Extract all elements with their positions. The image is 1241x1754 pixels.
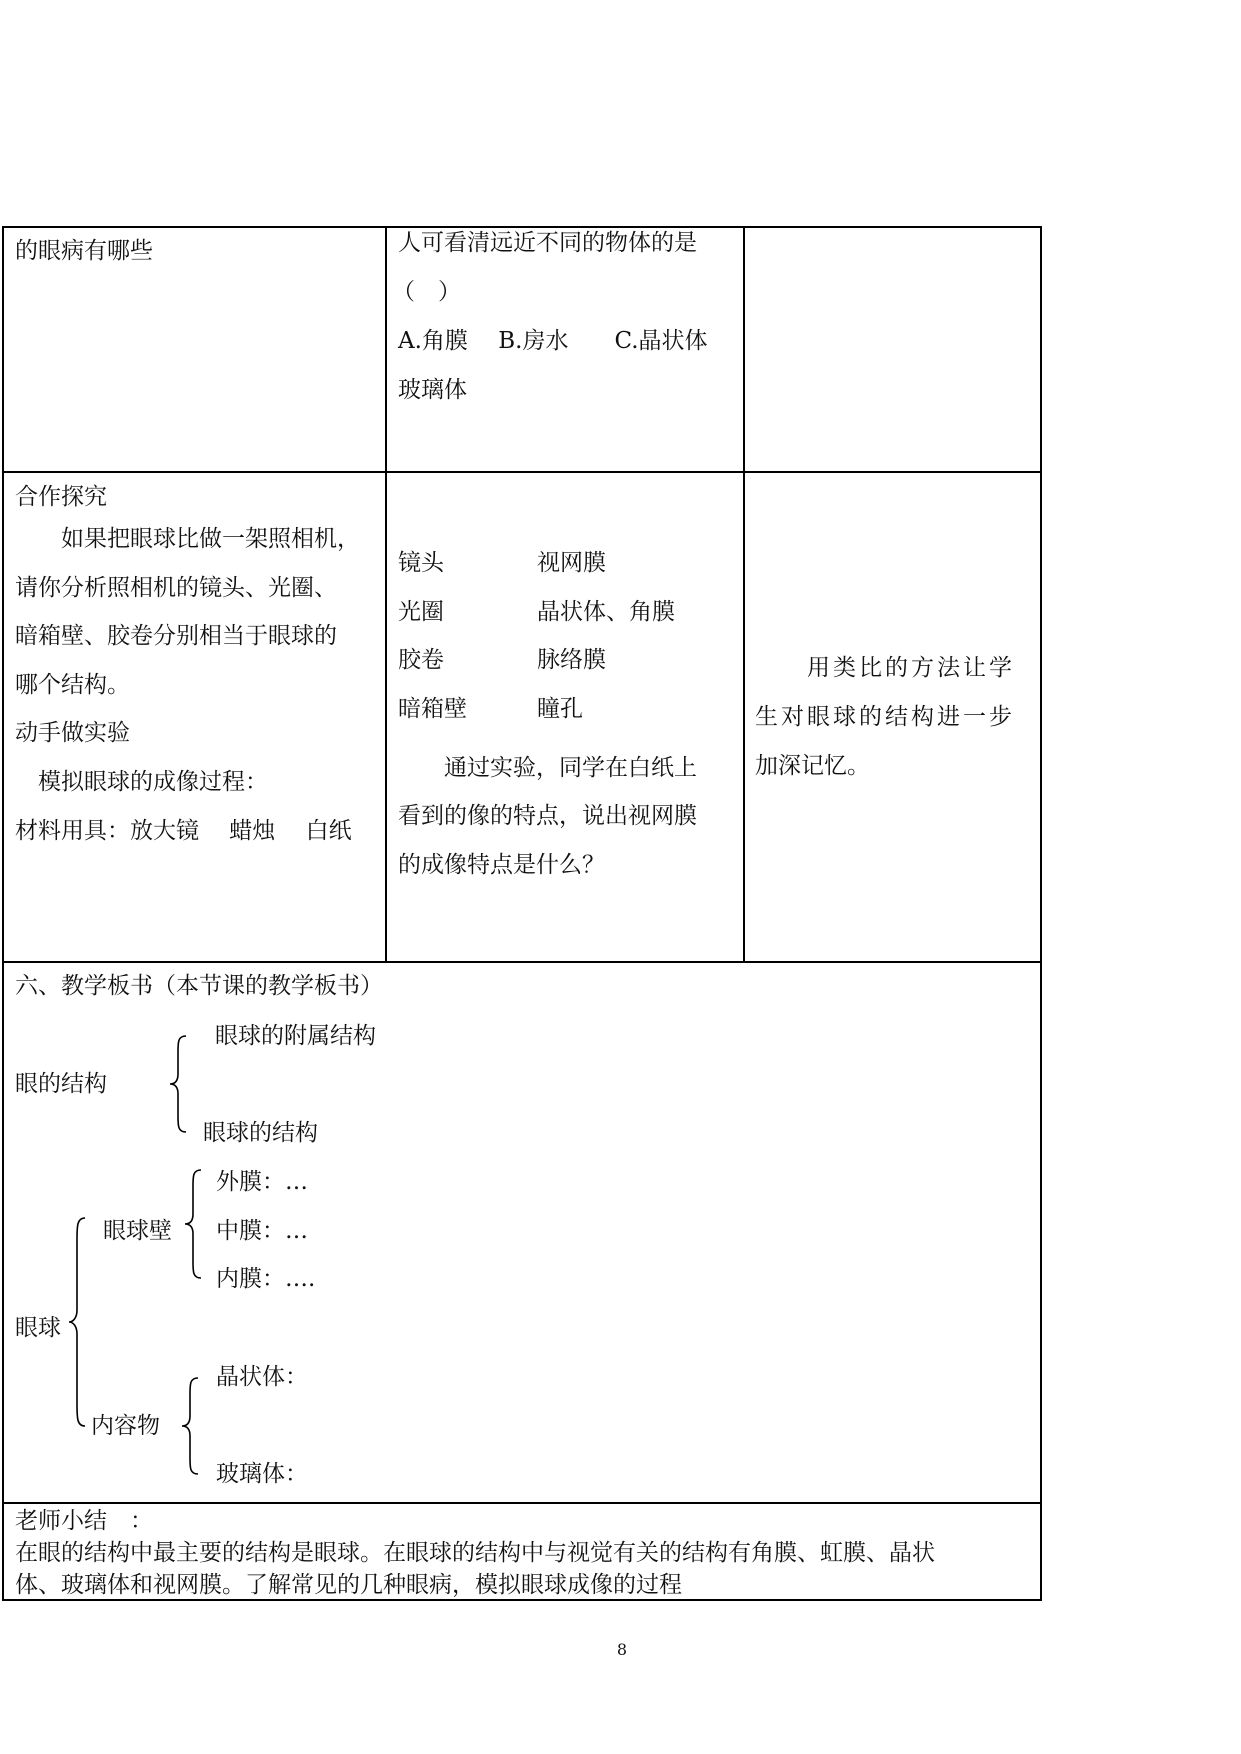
board-inner-membrane: 内膜：….	[216, 1266, 316, 1292]
col-separator-1	[385, 226, 387, 963]
summary-title: 老师小结 ：	[15, 1508, 153, 1534]
row1-question-line1: 人可看清远近不同的物体的是	[398, 230, 697, 256]
row-separator-2	[2, 961, 1042, 963]
board-eyeball-structure: 眼球的结构	[203, 1120, 318, 1146]
summary-line1: 在眼的结构中最主要的结构是眼球。在眼球的结构中与视觉有关的结构有角膜、虹膜、晶状	[15, 1540, 935, 1566]
table-border-right	[1040, 226, 1042, 1601]
coop-p1-line2: 请你分析照相机的镜头、光圈、	[15, 575, 337, 601]
pair-left-1: 镜头	[398, 550, 444, 576]
board-middle-membrane: 中膜：…	[216, 1218, 308, 1244]
experiment-question-line3: 的成像特点是什么？	[398, 852, 605, 878]
board-contents: 内容物	[91, 1413, 160, 1439]
experiment-question-line2: 看到的像的特点，说出视网膜	[398, 803, 697, 829]
board-accessory-structure: 眼球的附属结构	[215, 1023, 376, 1049]
row1-question-line2: （ ）	[392, 279, 461, 305]
materials-text: 材料用具：放大镜 蜡烛 白纸	[15, 818, 352, 844]
experiment-text: 模拟眼球的成像过程：	[15, 769, 268, 795]
summary-line2: 体、玻璃体和视网膜。了解常见的几种眼病，模拟眼球成像的过程	[15, 1572, 682, 1598]
brace-contents	[180, 1376, 202, 1476]
pair-right-4: 瞳孔	[537, 696, 583, 722]
row1-col1-text: 的眼病有哪些	[15, 238, 153, 264]
row-separator-1	[2, 471, 1042, 473]
table-border-left	[2, 226, 4, 1601]
intent-line2: 生对眼球的结构进一步	[755, 704, 1015, 730]
brace-eye-structure	[168, 1034, 190, 1134]
board-outer-membrane: 外膜：…	[216, 1169, 308, 1195]
table-border-bottom	[2, 1599, 1042, 1601]
row1-question-line4: 玻璃体	[398, 377, 467, 403]
intent-line3: 加深记忆。	[755, 753, 870, 779]
coop-heading: 合作探究	[15, 484, 107, 510]
row-separator-3	[2, 1502, 1042, 1504]
page-number: 8	[616, 1640, 628, 1659]
board-eyeball: 眼球	[15, 1315, 61, 1341]
board-lens: 晶状体：	[216, 1364, 308, 1390]
experiment-question-line1: 通过实验，同学在白纸上	[398, 755, 697, 781]
pair-right-2: 晶状体、角膜	[537, 599, 675, 625]
table-border-top	[2, 226, 1042, 228]
board-title: 六、教学板书（本节课的教学板书）	[15, 973, 383, 999]
board-eye-structure: 眼的结构	[15, 1071, 107, 1097]
pair-right-3: 脉络膜	[537, 647, 606, 673]
pair-right-1: 视网膜	[537, 550, 606, 576]
board-eyeball-wall: 眼球壁	[103, 1218, 172, 1244]
pair-left-2: 光圈	[398, 599, 444, 625]
coop-p1-line1: 如果把眼球比做一架照相机，	[15, 526, 360, 552]
row1-question-options: A.角膜 B.房水 C.晶状体	[398, 328, 708, 354]
intent-line1: 用类比的方法让学	[755, 655, 1015, 681]
col-separator-2	[743, 226, 745, 963]
experiment-heading: 动手做实验	[15, 720, 130, 746]
brace-eyeball-wall	[183, 1168, 205, 1280]
coop-p1-line3: 暗箱壁、胶卷分别相当于眼球的	[15, 623, 337, 649]
coop-p1-line4: 哪个结构。	[15, 672, 130, 698]
pair-left-3: 胶卷	[398, 647, 444, 673]
pair-left-4: 暗箱壁	[398, 696, 467, 722]
brace-eyeball	[67, 1216, 89, 1428]
board-vitreous: 玻璃体：	[216, 1461, 308, 1487]
